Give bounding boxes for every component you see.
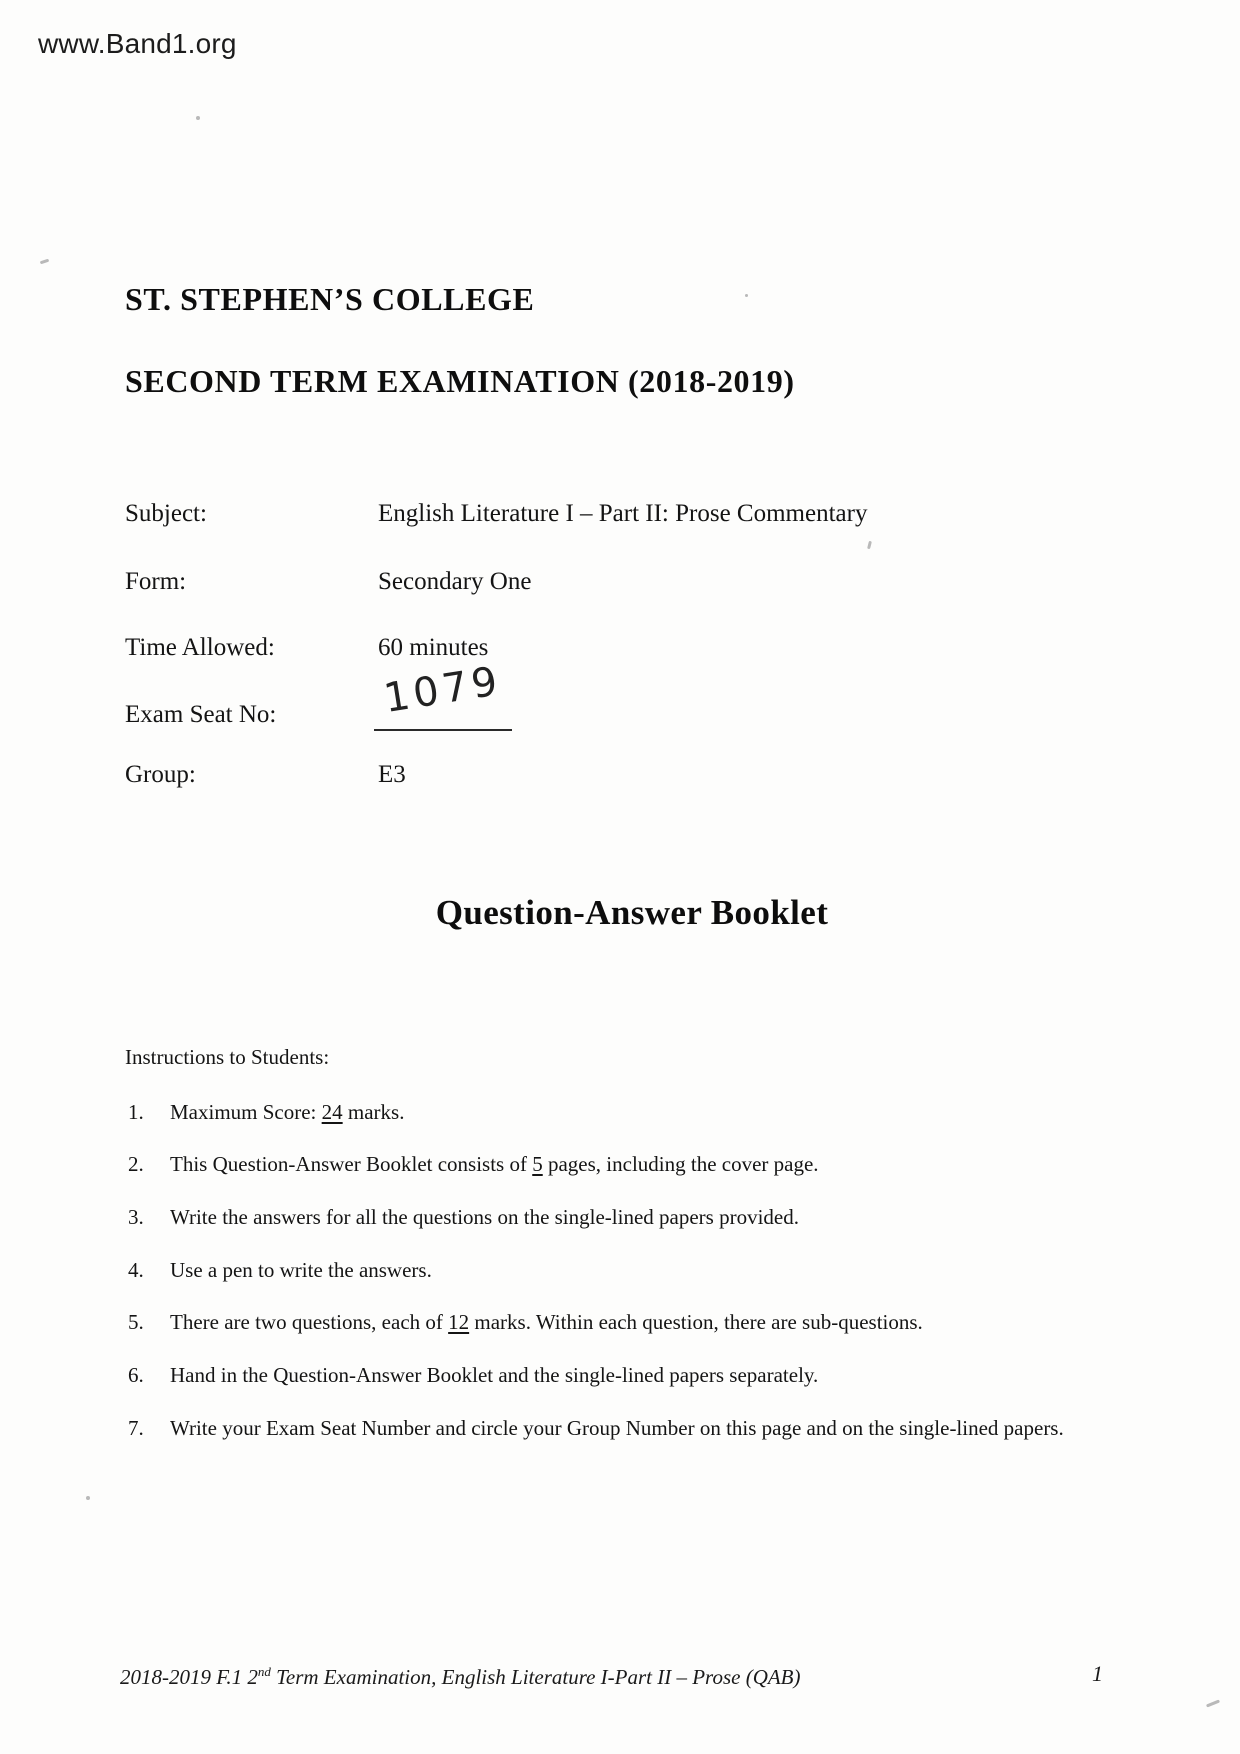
instruction-number: 5. (128, 1310, 144, 1334)
instruction-text: Write the answers for all the questions on the single-lined papers provided. (170, 1205, 799, 1229)
form-label: Form: (125, 568, 187, 595)
watermark-url: www.Band1.org (38, 28, 237, 59)
exam-seat-no-label: Exam Seat No: (125, 701, 277, 728)
scan-artifact (745, 294, 748, 297)
instruction-number: 1. (128, 1100, 144, 1124)
booklet-title: Question-Answer Booklet (435, 893, 829, 932)
scan-artifact (40, 259, 49, 265)
instruction-item-5 (128, 1310, 1188, 1335)
field-row-form (125, 568, 1125, 596)
subject-value: English Literature I – Part II: Prose Commentary (378, 500, 868, 527)
field-row-subject (125, 500, 1125, 528)
instruction-text: There are two questions, each of 12 marks. Within each question, there are sub-questions. (170, 1310, 923, 1334)
instruction-item-4 (128, 1258, 1188, 1283)
instruction-text: Hand in the Question-Answer Booklet and the single-lined papers separately. (170, 1363, 819, 1387)
field-row-exam-seat-no (125, 701, 1125, 729)
instruction-number: 7. (128, 1416, 144, 1440)
instruction-number: 3. (128, 1205, 144, 1229)
field-row-time-allowed (125, 634, 1125, 662)
time-allowed-value: 60 minutes (378, 634, 489, 661)
instruction-item-6 (128, 1363, 1188, 1388)
page-number: 1 (1092, 1661, 1103, 1686)
instruction-text: Use a pen to write the answers. (170, 1258, 432, 1282)
group-label: Group: (125, 761, 196, 788)
instruction-item-7 (128, 1416, 1188, 1441)
instruction-text: Write your Exam Seat Number and circle your Group Number on this page and on the single-lined papers. (170, 1416, 1064, 1440)
group-value: E3 (378, 761, 406, 788)
scan-artifact (1206, 1699, 1220, 1707)
exam-seat-no-blank-line (374, 729, 512, 731)
instruction-item-3 (128, 1205, 1188, 1230)
form-value: Secondary One (378, 568, 532, 595)
instruction-number: 6. (128, 1363, 144, 1387)
instruction-item-1 (128, 1100, 1188, 1125)
instruction-text: Maximum Score: 24 marks. (170, 1100, 405, 1124)
field-row-group (125, 761, 1125, 789)
scan-artifact (196, 116, 200, 120)
scan-artifact (86, 1496, 90, 1500)
instruction-number: 4. (128, 1258, 144, 1282)
footer-document-title: 2018-2019 F.1 2nd Term Examination, English Literature I-Part II – Prose (QAB) (120, 1664, 801, 1689)
instruction-item-2 (128, 1152, 1188, 1177)
instructions-heading: Instructions to Students: (125, 1045, 330, 1069)
scan-artifact (867, 541, 872, 549)
exam-seat-no-handwritten-value: 1079 (380, 658, 505, 722)
subject-label: Subject: (125, 500, 207, 527)
exam-title: SECOND TERM EXAMINATION (2018-2019) (125, 363, 795, 399)
time-allowed-label: Time Allowed: (125, 634, 275, 661)
instruction-number: 2. (128, 1152, 144, 1176)
school-name: ST. STEPHEN’S COLLEGE (125, 281, 535, 317)
instruction-text: This Question-Answer Booklet consists of 5 pages, including the cover page. (170, 1152, 819, 1176)
